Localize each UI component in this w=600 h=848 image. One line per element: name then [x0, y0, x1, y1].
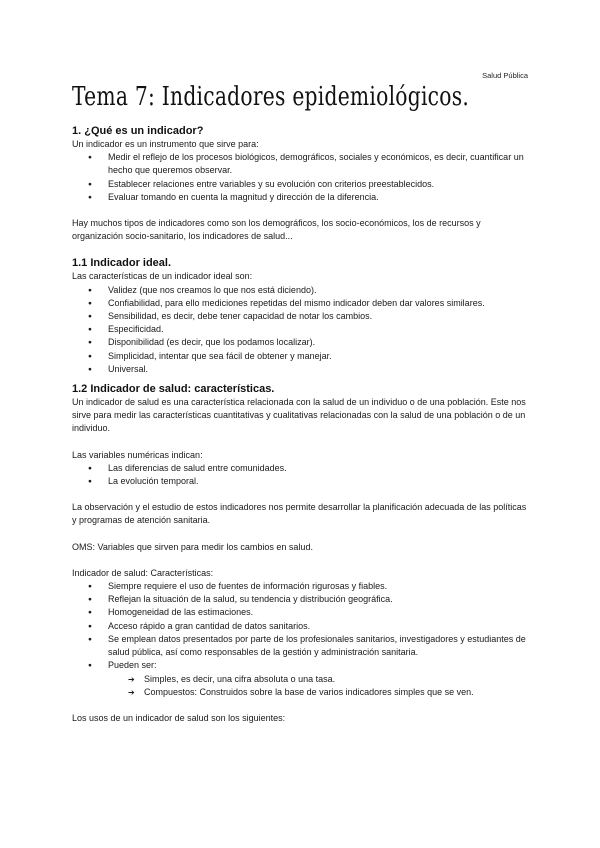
list-item: ● Reflejan la situación de la salud, su tendencia y distribución geográfica.: [72, 593, 532, 606]
list-item: ● Especificidad.: [72, 323, 532, 336]
section-heading-1-2: 1.2 Indicador de salud: características.: [72, 383, 275, 396]
list-item: ● Medir el reflejo de los procesos biológicos, demográficos, sociales y económicos, es decir, cuantificar un hecho que queremos observar.: [72, 151, 532, 177]
section-heading-1: 1. ¿Qué es un indicador?: [72, 125, 204, 137]
variables-intro: Las variables numéricas indican:: [72, 449, 203, 460]
characteristics-intro: Indicador de salud: Características:: [72, 567, 214, 578]
section-1-1-intro: Las características de un indicador ideal son:: [72, 271, 253, 282]
page-title: Tema 7: Indicadores epidemiológicos.: [72, 82, 470, 112]
section-1-2-paragraph-1: Un indicador de salud es una característica relacionada con la salud de un individuo o de una población. Este nos sirve para medir las características cuantitativas y cualitativas relacionadas con la salud de una población o de un individuo.: [72, 397, 526, 434]
section-1-1-list: [72, 284, 532, 376]
sub-list-item: ➔ Compuestos: Construidos sobre la base de varios indicadores simples que se ven.: [72, 686, 532, 699]
section-1-list: [72, 151, 532, 204]
list-item: ● Confiabilidad, para ello mediciones repetidas del mismo indicador deben dar valores similares.: [72, 297, 532, 310]
section-1-2-paragraph-2: La observación y el estudio de estos indicadores nos permite desarrollar la planificación adecuada de las políticas y programas de atención sanitaria.: [72, 502, 527, 526]
list-item: ● Homogeneidad de las estimaciones.: [72, 606, 532, 619]
list-item: ● Validez (que nos creamos lo que nos está diciendo).: [72, 284, 532, 297]
list-item: ● La evolución temporal.: [72, 475, 532, 488]
list-item: ● Sensibilidad, es decir, debe tener capacidad de notar los cambios.: [72, 310, 532, 323]
list-item: ● Pueden ser:: [72, 659, 532, 672]
variables-list: [72, 462, 532, 488]
list-item: ● Disponibilidad (es decir, que los podamos localizar).: [72, 336, 532, 349]
list-item: ● Evaluar tomando en cuenta la magnitud y dirección de la diferencia.: [72, 191, 532, 204]
section-1-paragraph: Hay muchos tipos de indicadores como son los demográficos, los socio-económicos, los de recursos y organización socio-sanitario, los indicadores de salud...: [72, 218, 481, 242]
document-body: [72, 124, 532, 725]
list-item: ● Se emplean datos presentados por parte de los profesionales sanitarios, investigadores y estudiantes de salud pública, así como responsables de la gestión y administración sanitaria.: [72, 633, 532, 659]
characteristics-list: [72, 580, 532, 672]
list-item: ● Establecer relaciones entre variables y su evolución con criterios preestablecidos.: [72, 178, 532, 191]
list-item: ● Universal.: [72, 363, 532, 376]
section-1-intro: Un indicador es un instrumento que sirve para:: [72, 139, 259, 149]
list-item: ● Acceso rápido a gran cantidad de datos sanitarios.: [72, 620, 532, 633]
section-heading-1-1: 1.1 Indicador ideal.: [72, 257, 172, 270]
list-item: ● Las diferencias de salud entre comunidades.: [72, 462, 532, 475]
header-subject: Salud Pública: [482, 71, 528, 80]
list-item: ● Siempre requiere el uso de fuentes de información rigurosas y fiables.: [72, 580, 532, 593]
oms-definition: OMS: Variables que sirven para medir los cambios en salud.: [72, 541, 313, 552]
indicator-types-list: [72, 673, 532, 699]
sub-list-item: ➔ Simples, es decir, una cifra absoluta o una tasa.: [72, 673, 532, 686]
uses-intro: Los usos de un indicador de salud son los siguientes:: [72, 712, 286, 723]
list-item: ● Simplicidad, intentar que sea fácil de obtener y manejar.: [72, 350, 532, 363]
